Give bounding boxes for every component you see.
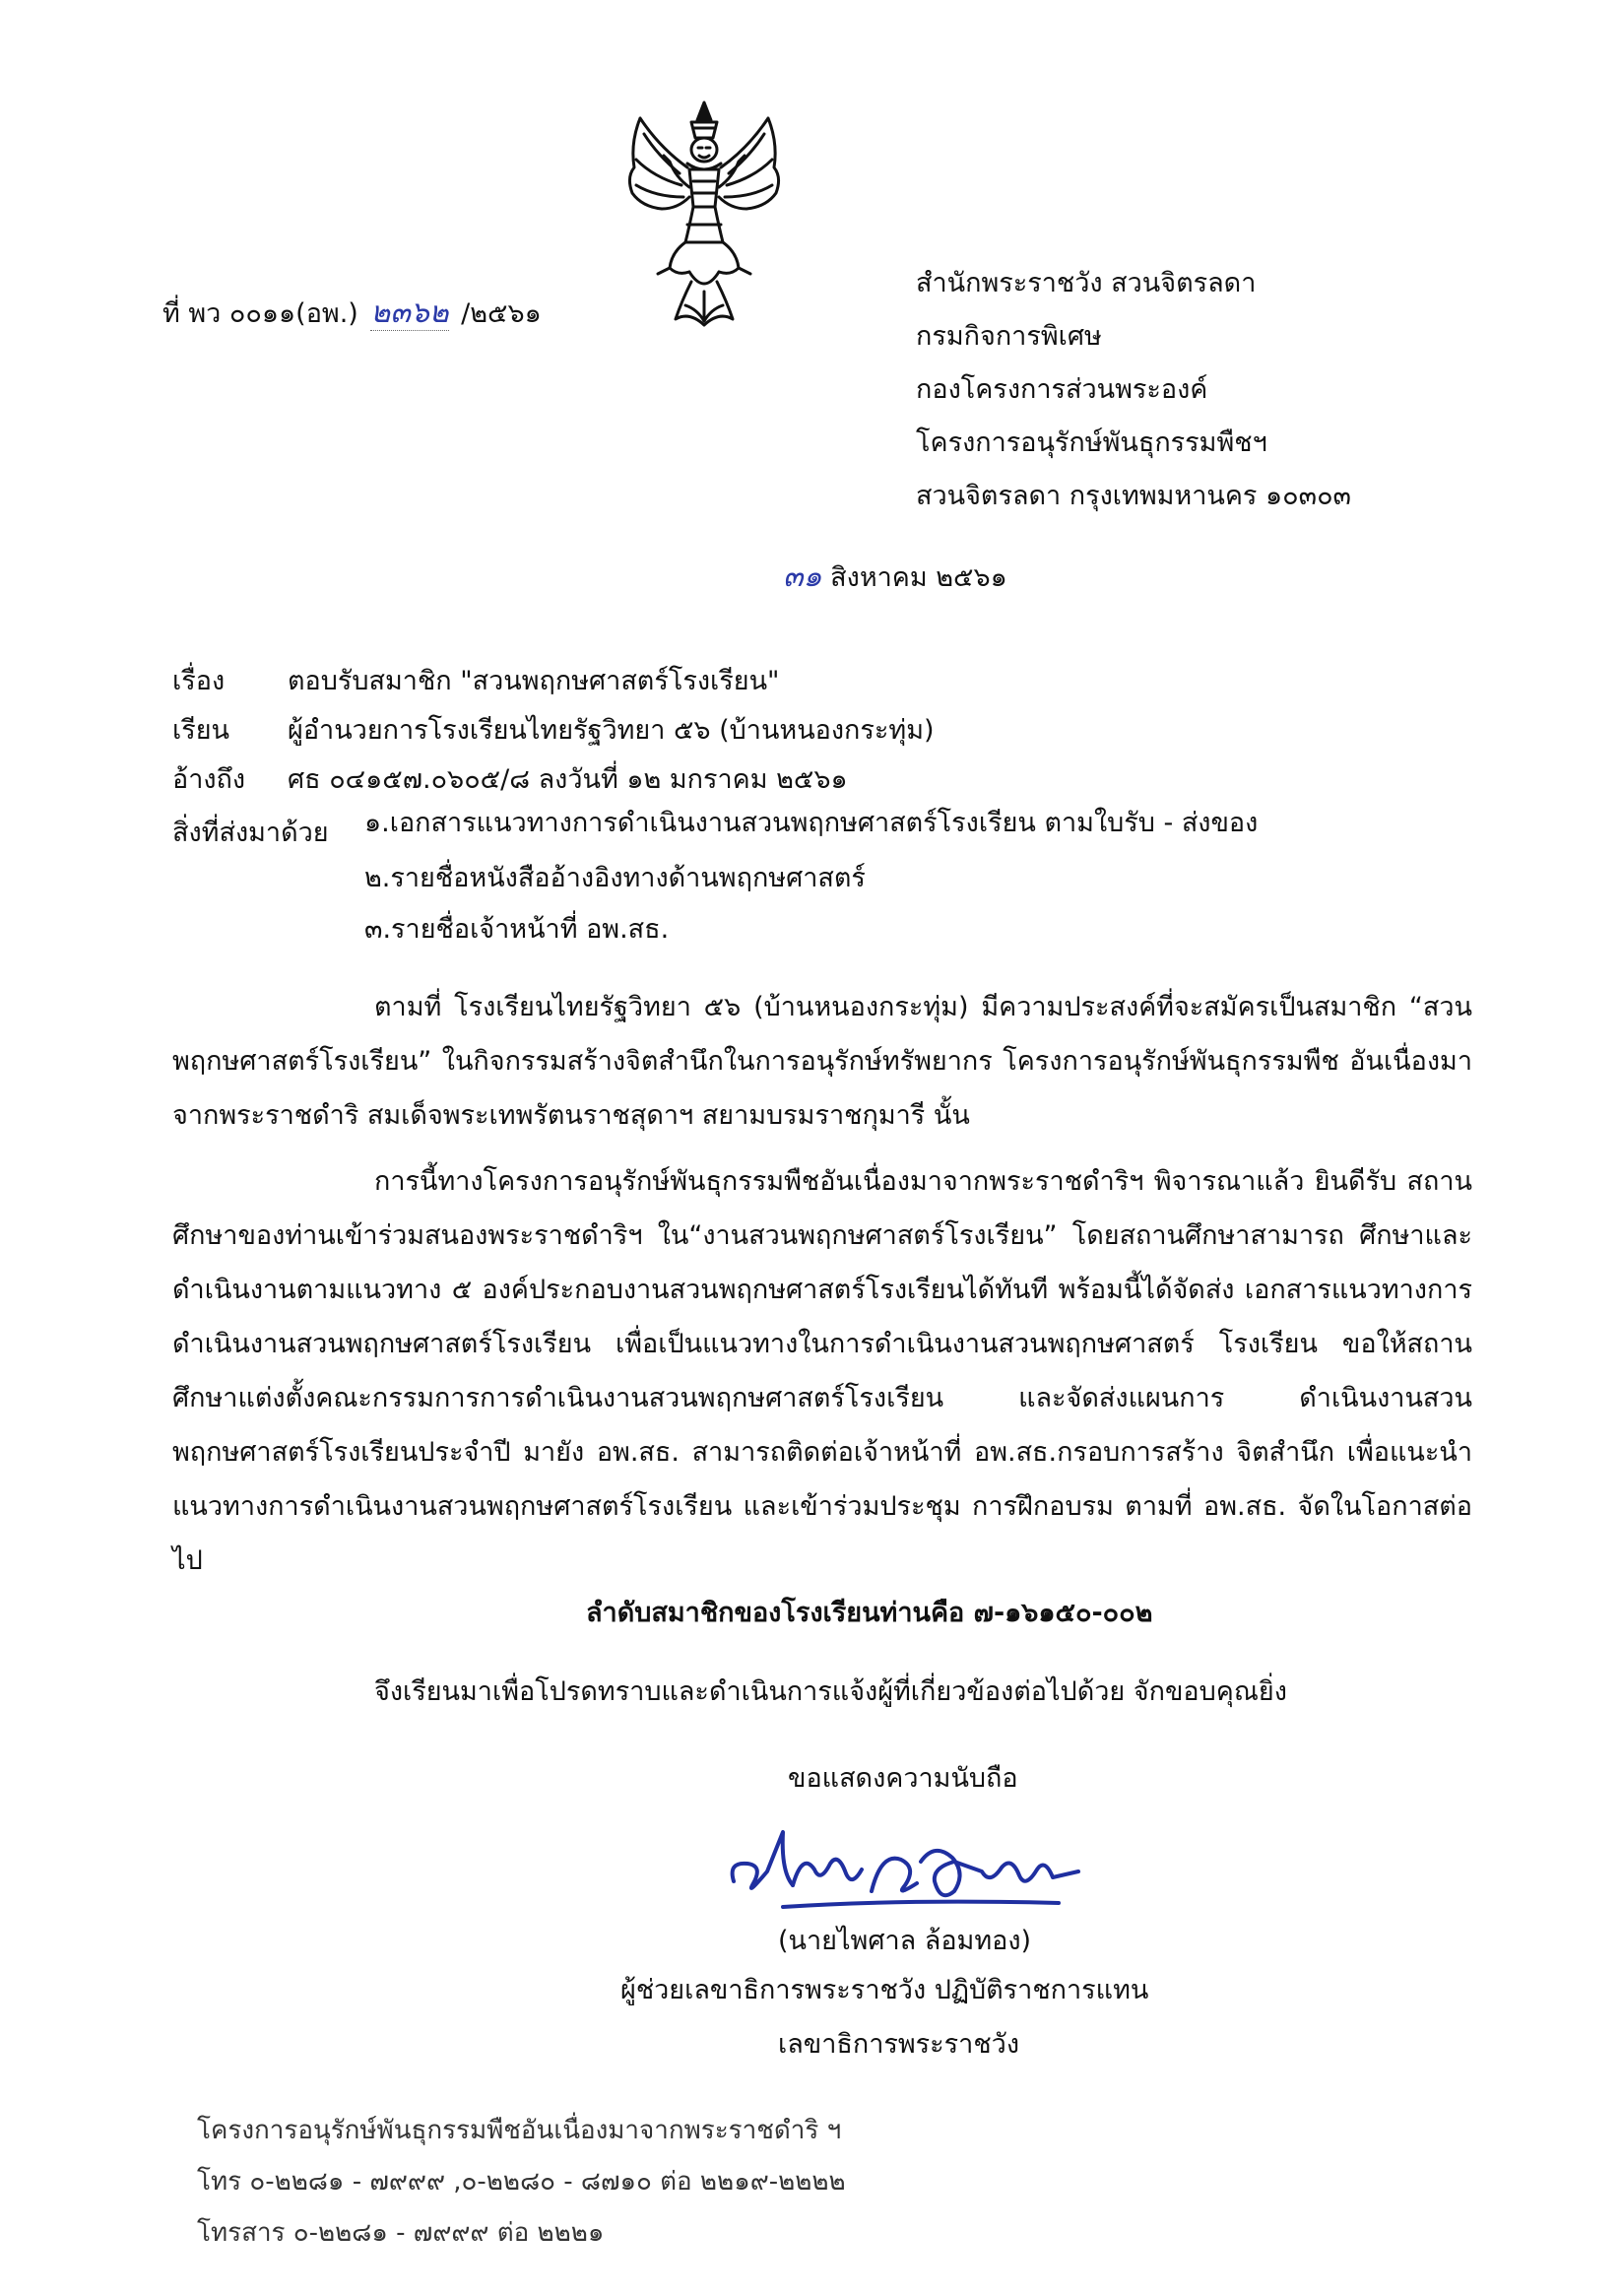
garuda-emblem	[620, 98, 788, 330]
enclosure-item: ๓.รายชื่อเจ้าหน้าที่ อพ.สธ.	[364, 914, 670, 945]
body-paragraph-2-text: การนี้ทางโครงการอนุรักษ์พันธุกรรมพืชอันเนื่องมาจากพระราชดำริฯ พิจารณาแล้ว ยินดีรับ สถานศึกษาของท่านเข้าร่วมสนองพระราชดำริฯ ใน“งานสวนพฤกษศาสตร์โรงเรียน” โดยสถานศึกษาสามารถ ศึกษาและดำเนินงานตามแนวทาง ๕ องค์ประกอบงานสวนพฤกษศาสตร์โรงเรียนได้ทันที พร้อมนี้ได้จัดส่ง เอกสารแนวทางการดำเนินงานสวนพฤกษศาสตร์โรงเรียน เพื่อเป็นแนวทางในการดำเนินงานสวนพฤกษศาสตร์ โรงเรียน ขอให้สถานศึกษาแต่งตั้งคณะกรรมการการดำเนินงานสวนพฤกษศาสตร์โรงเรียน และจัดส่งแผนการ ดำเนินงานสวนพฤกษศาสตร์โรงเรียนประจำปี มายัง อพ.สธ. สามารถติดต่อเจ้าหน้าที่ อพ.สธ.กรอบการสร้าง จิตสำนึก เพื่อแนะนำแนวทางการดำเนินงานสวนพฤกษศาสตร์โรงเรียน และเข้าร่วมประชุม การฝึกอบรม ตามที่ อพ.สธ. จัดในโอกาสต่อไป	[172, 1166, 1472, 1576]
sender-line-4: โครงการอนุรักษ์พันธุกรรมพืชฯ	[916, 427, 1267, 458]
recipient-text: ผู้อำนวยการโรงเรียนไทยรัฐวิทยา ๕๖ (บ้านหนองกระทุ่ม)	[288, 715, 935, 746]
body-paragraph-1	[172, 980, 1472, 1143]
sender-line-5: สวนจิตรลดา กรุงเทพมหานคร ๑๐๓๐๓	[916, 481, 1352, 511]
salutation: ขอแสดงความนับถือ	[788, 1763, 1018, 1794]
signatory-title-1: ผู้ช่วยเลขาธิการพระราชวัง ปฏิบัติราชการแทน	[620, 1975, 1149, 2005]
document-number-prefix: ที่ พว ๐๐๑๑(อพ.)	[162, 298, 358, 329]
enclosure-item: ๒.รายชื่อหนังสืออ้างอิงทางด้านพฤกษศาสตร์	[364, 863, 866, 893]
footer-phone: โทร ๐-๒๒๘๑ - ๗๙๙๙ ,๐-๒๒๘๐ - ๘๗๑๐ ต่อ ๒๒๑๙-๒๒๒๒	[197, 2167, 846, 2197]
body-paragraph-1-text: ตามที่ โรงเรียนไทยรัฐวิทยา ๕๖ (บ้านหนองกระทุ่ม) มีความประสงค์ที่จะสมัครเป็นสมาชิก “สวนพฤกษศาสตร์โรงเรียน” ในกิจกรรมสร้างจิตสำนึกในการอนุรักษ์ทรัพยากร โครงการอนุรักษ์พันธุกรรมพืช อันเนื่องมาจากพระราชดำริ สมเด็จพระเทพรัตนราชสุดาฯ สยามบรมราชกุมารี นั้น	[172, 992, 1472, 1131]
signature	[724, 1812, 1118, 1921]
reference-text: ศธ ๐๔๑๕๗.๐๖๐๕/๘ ลงวันที่ ๑๒ มกราคม ๒๕๖๑	[288, 764, 848, 795]
enclosure-label: สิ่งที่ส่งมาด้วย	[172, 818, 329, 848]
letter-date	[783, 559, 1007, 595]
sender-line-3: กองโครงการส่วนพระองค์	[916, 374, 1208, 405]
sender-line-2: กรมกิจการพิเศษ	[916, 321, 1102, 352]
signatory-name: (นายไพศาล ล้อมทอง)	[778, 1926, 1032, 1956]
enclosure-item: ๑.เอกสารแนวทางการดำเนินงานสวนพฤกษศาสตร์โรงเรียน ตามใบรับ - ส่งของ	[364, 808, 1259, 838]
member-number-line: ลำดับสมาชิกของโรงเรียนท่านคือ ๗-๑๖๑๕๐-๐๐๒	[586, 1598, 1153, 1628]
subject-label: เรื่อง	[172, 666, 226, 696]
document-number-year: /๒๕๖๑	[461, 298, 542, 329]
date-month-year: สิงหาคม ๒๕๖๑	[830, 562, 1007, 593]
footer-organization: โครงการอนุรักษ์พันธุกรรมพืชอันเนื่องมาจากพระราชดำริ ฯ	[197, 2116, 842, 2145]
subject-text: ตอบรับสมาชิก "สวนพฤกษศาสตร์โรงเรียน"	[288, 666, 780, 696]
sender-line-1: สำนักพระราชวัง สวนจิตรลดา	[916, 268, 1257, 298]
recipient-label: เรียน	[172, 715, 230, 746]
handwritten-day: ๓๑	[783, 559, 822, 594]
closing-request: จึงเรียนมาเพื่อโปรดทราบและดำเนินการแจ้งผู้ที่เกี่ยวข้องต่อไปด้วย จักขอบคุณยิ่ง	[374, 1676, 1287, 1707]
handwritten-number: ๒๓๖๒	[370, 295, 449, 330]
signatory-title-2: เลขาธิการพระราชวัง	[778, 2029, 1020, 2060]
footer-fax: โทรสาร ๐-๒๒๘๑ - ๗๙๙๙ ต่อ ๒๒๒๑	[197, 2218, 605, 2248]
reference-label: อ้างถึง	[172, 764, 246, 795]
body-paragraph-2	[172, 1154, 1472, 1588]
document-number	[162, 295, 542, 331]
